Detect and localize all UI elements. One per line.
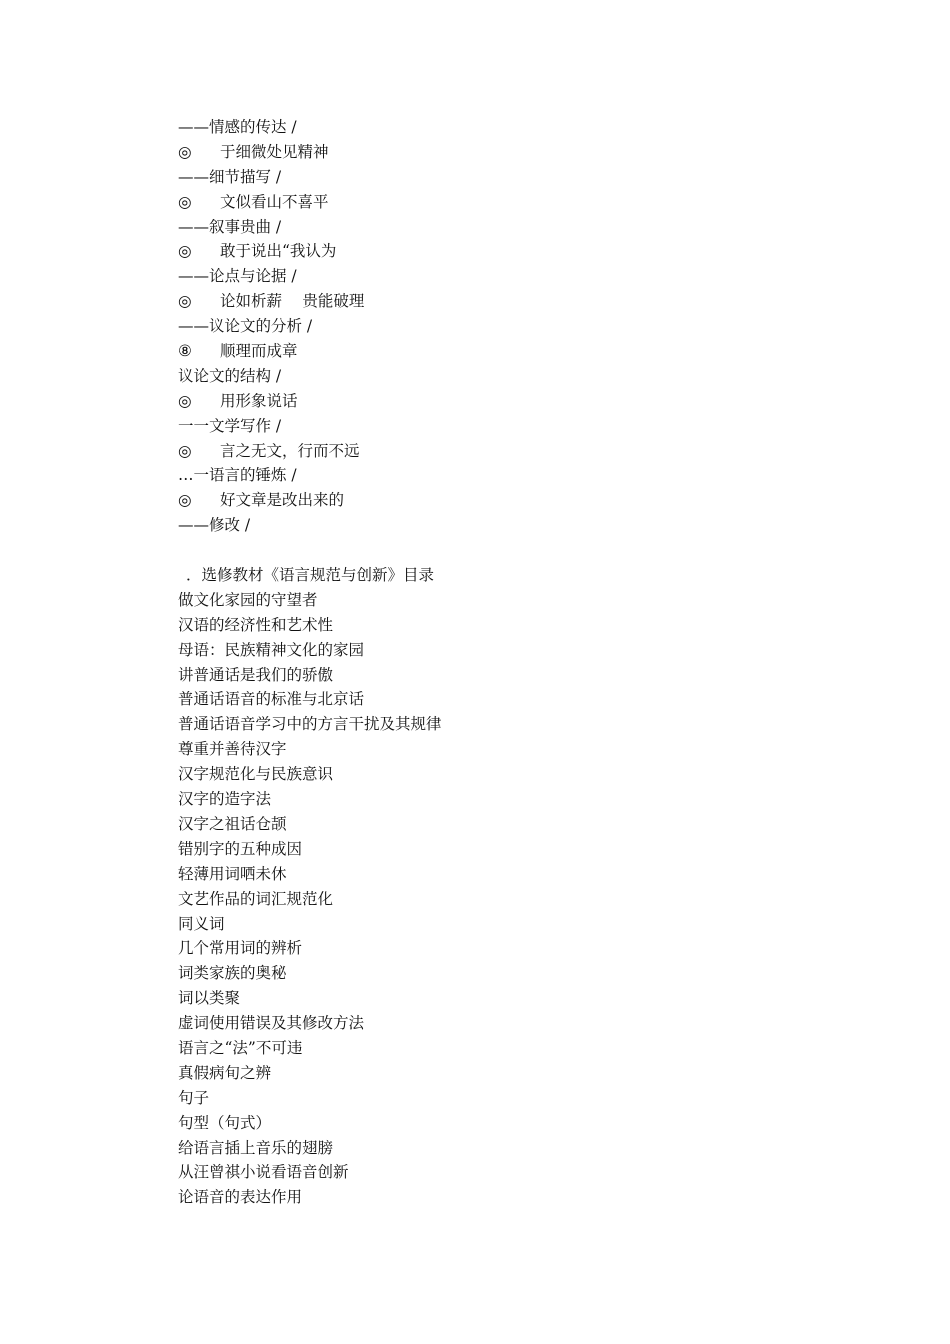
- list-item: 轻薄用词哂未休: [178, 864, 287, 883]
- toc-subtitle: 一一文学写作 /: [178, 416, 282, 435]
- list-item: 几个常用词的辨析: [178, 939, 303, 958]
- toc-entry: [178, 488, 878, 513]
- list-item: 语言之“法”不可违: [178, 1038, 303, 1057]
- language-toc-section: [178, 563, 878, 1210]
- toc-entry: [178, 140, 878, 165]
- toc-entry-title: 言之无文，行而不远: [220, 441, 360, 460]
- list-item: 词类家族的奥秘: [178, 964, 287, 983]
- list-item: 汉字的造字法: [178, 790, 272, 809]
- toc-subtitle: ——论点与论据 /: [178, 267, 297, 286]
- list-item: 论语音的表达作用: [178, 1188, 303, 1207]
- toc-entry-title: 文似看山不喜平: [220, 192, 329, 211]
- writing-toc-list: [178, 115, 878, 538]
- list-item: 文艺作品的词汇规范化: [178, 889, 334, 908]
- toc-entry: [178, 289, 878, 314]
- list-item: 普通话语音学习中的方言干扰及其规律: [178, 715, 442, 734]
- bullet-mark: ◎: [178, 192, 192, 211]
- bullet-mark: ⑧: [178, 342, 192, 361]
- list-item: 汉字规范化与民族意识: [178, 765, 334, 784]
- toc-subtitle: 议论文的结构 /: [178, 366, 282, 385]
- bullet-mark: ◎: [178, 441, 192, 460]
- list-item: 给语言插上音乐的翅膀: [178, 1138, 334, 1157]
- toc-subtitle: ——叙事贵曲 /: [178, 217, 282, 236]
- bullet-mark: ◎: [178, 242, 192, 261]
- list-item: 做文化家园的守望者: [178, 590, 318, 609]
- toc-entry: [178, 190, 878, 215]
- list-item: 虚词使用错误及其修改方法: [178, 1014, 365, 1033]
- toc-subtitle: ——细节描写 /: [178, 167, 282, 186]
- toc-subtitle: ——议论文的分析 /: [178, 317, 313, 336]
- list-item: 句子: [178, 1088, 210, 1107]
- list-item: 错别字的五种成因: [178, 839, 303, 858]
- section-gap: [178, 538, 878, 563]
- list-item: 同义词: [178, 914, 225, 933]
- list-item: 汉字之祖话仓颉: [178, 814, 287, 833]
- list-item: 尊重并善待汉字: [178, 740, 287, 759]
- list-item: 汉语的经济性和艺术性: [178, 615, 334, 634]
- toc-entry-title: 敢于说出“我认为: [220, 242, 337, 261]
- toc-subtitle: ——情感的传达 /: [178, 118, 297, 136]
- toc-subtitle: ——修改 /: [178, 516, 251, 535]
- list-item: 讲普通话是我们的骄傲: [178, 665, 334, 684]
- bullet-mark: ◎: [178, 142, 192, 161]
- document-page: [178, 115, 878, 1210]
- toc-entry: [178, 439, 878, 464]
- toc-entry-title: 顺理而成章: [220, 342, 298, 361]
- bullet-mark: ◎: [178, 292, 192, 311]
- toc-entry: [178, 339, 878, 364]
- list-item: 句型（句式）: [178, 1113, 272, 1132]
- list-item: 真假病旬之辨: [178, 1063, 272, 1082]
- list-item: 从汪曾祺小说看语音创新: [178, 1163, 349, 1182]
- toc-entry: [178, 239, 878, 264]
- bullet-mark: ◎: [178, 491, 192, 510]
- bullet-mark: ◎: [178, 391, 192, 410]
- list-item: 普通话语音的标准与北京话: [178, 690, 365, 709]
- list-item: 母语：民族精神文化的家园: [178, 640, 365, 659]
- section-heading: ．选修教材《语言规范与创新》目录: [186, 566, 435, 585]
- toc-entry: [178, 389, 878, 414]
- list-item: 词以类聚: [178, 989, 241, 1008]
- toc-subtitle: …一语言的锤炼 /: [178, 466, 297, 485]
- toc-entry-title: 于细微处见精神: [220, 142, 329, 161]
- toc-entry-title: 论如析薪 贵能破理: [220, 292, 365, 311]
- toc-entry-title: 用形象说话: [220, 391, 298, 410]
- toc-entry-title: 好文章是改出来的: [220, 491, 345, 510]
